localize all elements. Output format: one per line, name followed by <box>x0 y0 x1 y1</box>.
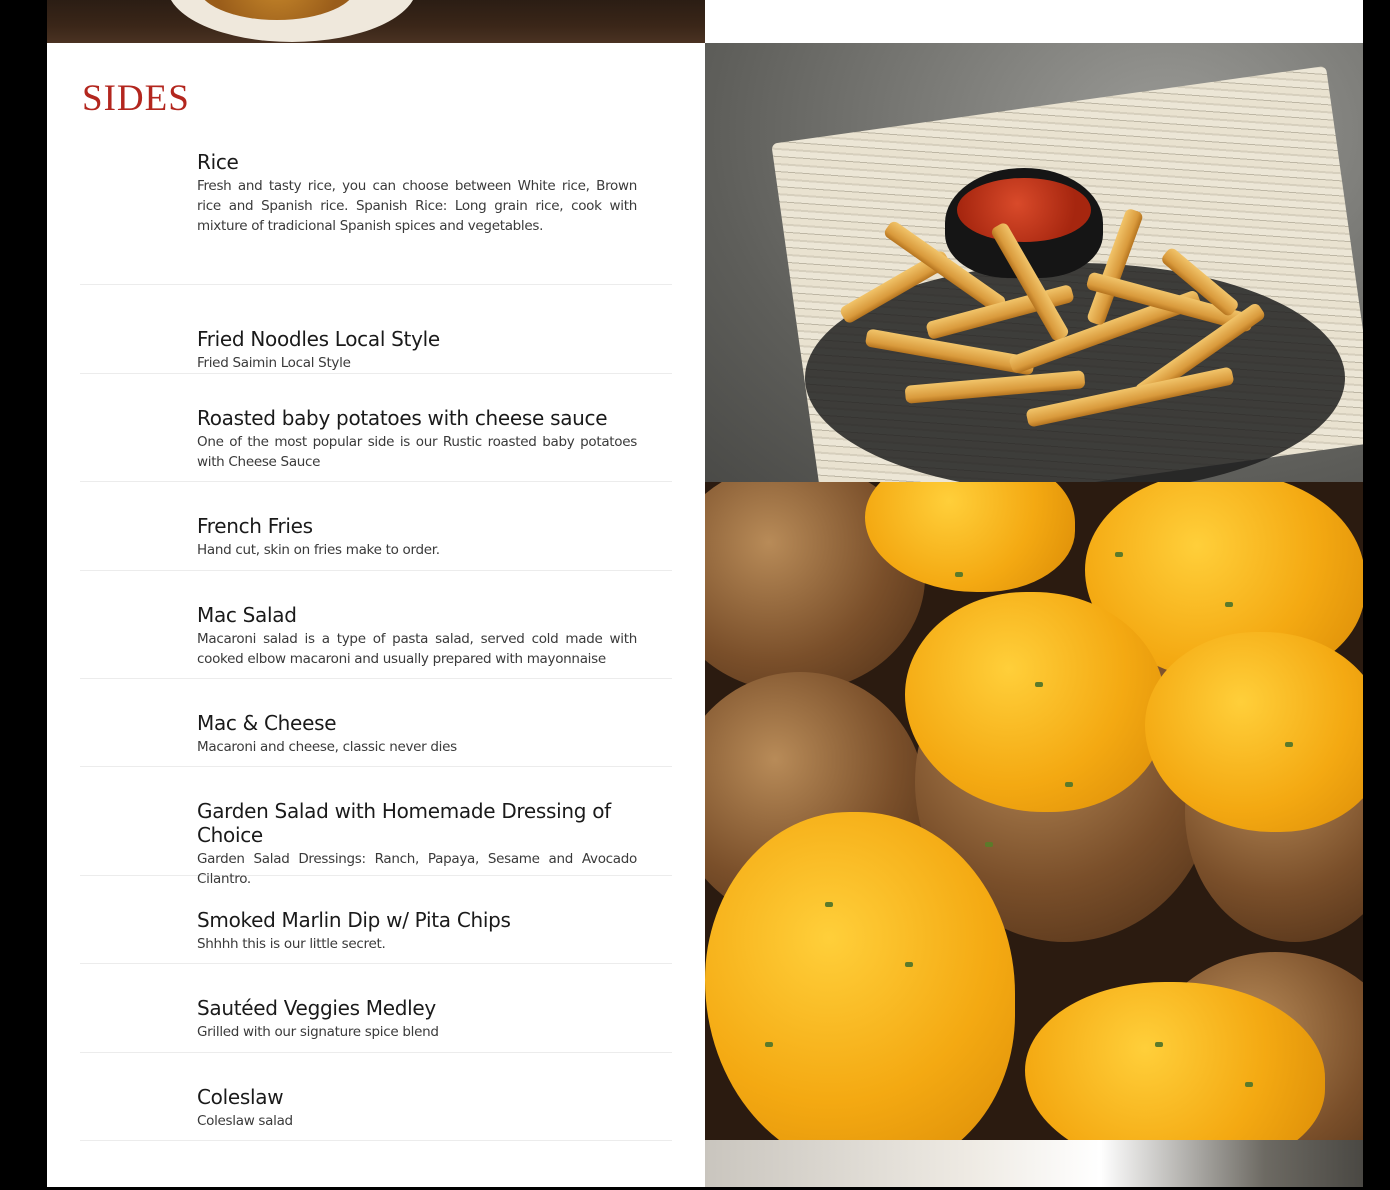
menu-item <box>80 571 672 679</box>
section-title: SIDES <box>82 78 190 119</box>
item-name: Rice <box>197 150 239 174</box>
menu-item <box>80 767 672 887</box>
item-description: Shhhh this is our little secret. <box>197 936 386 952</box>
item-name: Mac Salad <box>197 603 297 627</box>
dish-photo-bottom <box>705 1140 1363 1187</box>
menu-item <box>80 374 672 482</box>
item-name: Sautéed Veggies Medley <box>197 996 436 1020</box>
roasted-potatoes-photo <box>705 482 1363 1140</box>
menu-page <box>47 0 1363 1190</box>
item-name: Coleslaw <box>197 1085 284 1109</box>
menu-item <box>80 482 672 571</box>
item-description: Fresh and tasty rice, you can choose between White rice, Brown rice and Spanish rice. Spanish Rice: Long grain rice, cook with mixture of tradicional Spanish spices and vegetables. <box>197 178 637 234</box>
menu-item <box>80 679 672 767</box>
item-name: Mac & Cheese <box>197 711 337 735</box>
sides-list <box>80 136 672 1141</box>
menu-item <box>80 964 672 1053</box>
item-description: Garden Salad Dressings: Ranch, Papaya, Sesame and Avocado Cilantro. <box>197 851 637 887</box>
item-name: French Fries <box>197 514 313 538</box>
item-description: Grilled with our signature spice blend <box>197 1024 439 1040</box>
item-description: Coleslaw salad <box>197 1113 293 1129</box>
item-description: Fried Saimin Local Style <box>197 355 351 371</box>
menu-item <box>80 1053 672 1141</box>
item-name: Roasted baby potatoes with cheese sauce <box>197 406 608 430</box>
item-description: Macaroni salad is a type of pasta salad, served cold made with cooked elbow macaroni and usually prepared with mayonnaise <box>197 631 637 667</box>
item-name: Smoked Marlin Dip w/ Pita Chips <box>197 908 511 932</box>
item-description: Hand cut, skin on fries make to order. <box>197 542 440 558</box>
dish-photo-top <box>47 0 705 43</box>
item-description: Macaroni and cheese, classic never dies <box>197 739 457 755</box>
item-name: Fried Noodles Local Style <box>197 327 440 351</box>
french-fries-photo <box>705 43 1363 482</box>
item-name: Garden Salad with Homemade Dressing of Choice <box>197 799 611 847</box>
blank-panel-top <box>705 0 1363 43</box>
menu-item <box>80 136 672 285</box>
item-description: One of the most popular side is our Rustic roasted baby potatoes with Cheese Sauce <box>197 434 637 470</box>
menu-item <box>80 285 672 374</box>
sides-menu-panel <box>47 43 705 1187</box>
menu-item <box>80 876 672 964</box>
